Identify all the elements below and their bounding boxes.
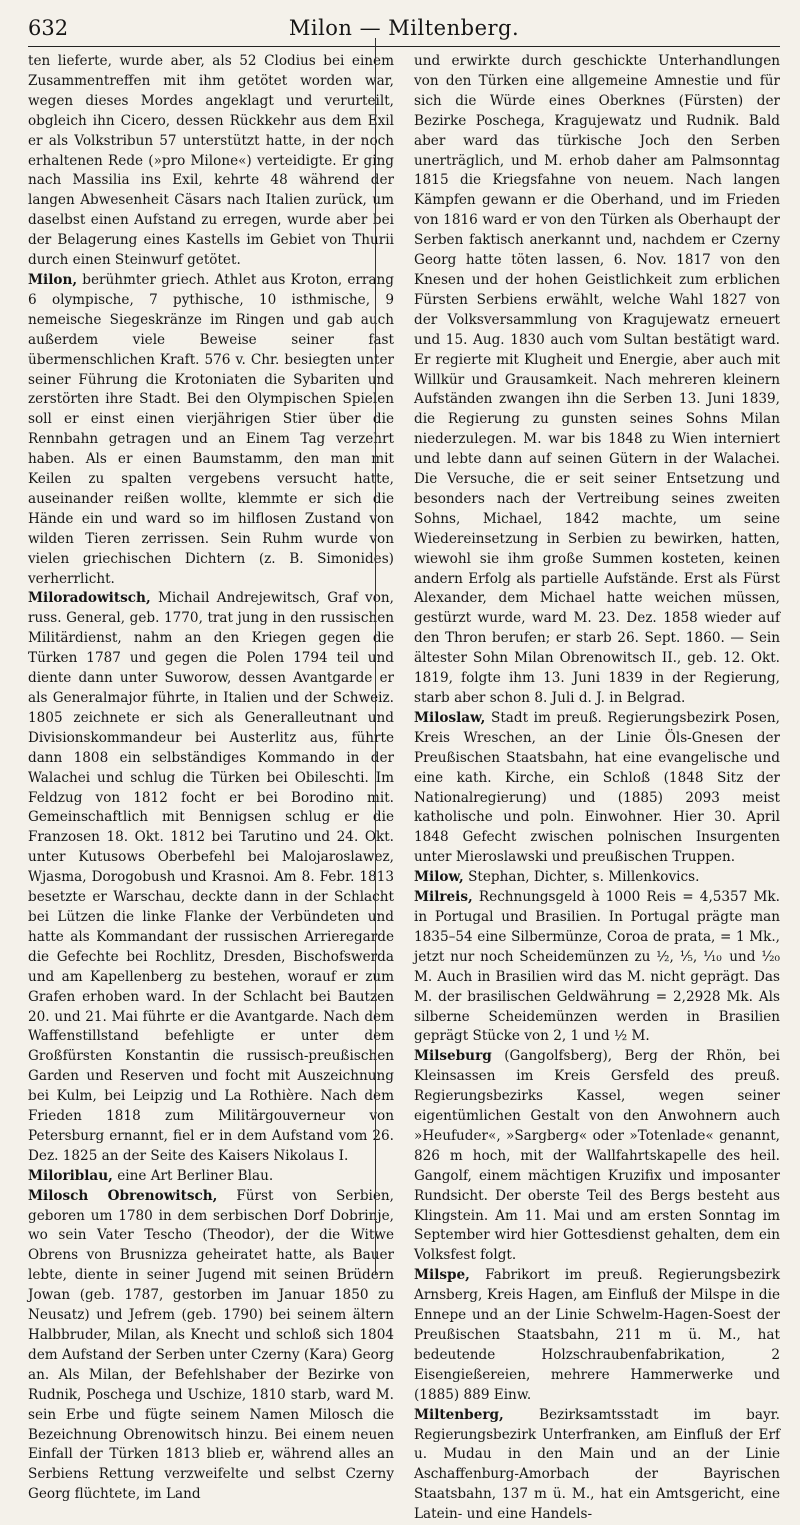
entry-text: eine Art Berliner Blau. (112, 1167, 274, 1184)
entry-headword: Milreis, (414, 889, 473, 906)
entry-text: Fürst von Serbien, geboren um 1780 in dem serbischen Dorf Dobrinje, wo sein Vater Tescho (Theodor), der die Witwe Obrens von Brusnizza geheiratet hatte, als Bauer lebte, diente in seiner Jugend mit seinen Brüdern Jowan (geb. 1787, gestorben im Januar 1850 zu Neusatz) und Jefrem (geb. 1790) bei seinem ältern Halbbruder, Milan, als Knecht und schloß sich 1804 dem Aufstand der Serben unter Czerny (Kara) Georg an. Als Milan, der Befehlshaber der Bezirke von Rudnik, Poschega und Uschize, 1810 starb, ward M. sein Erbe und fügte seinem Namen Milosch die Bezeichnung Obrenowitsch hinzu. Bei einem neuen Einfall der Türken 1813 blieb er, während alles an Serbiens Rettung verzweifelte und selbst Czerny Georg flüchtete, im Land (28, 1187, 394, 1503)
entry-text: Rechnungsgeld à 1000 Reis = 4,5357 Mk. in Portugal und Brasilien. In Portugal prägte man 1835–54 eine Silbermünze, Coroa de prata, = 1 Mk., jetzt nur noch Scheidemünzen zu ½, ⅕, ⅒ und ⅟₂₀ M. Auch in Brasilien wird das M. nicht geprägt. Das M. der brasilischen Geldwährung = 2,2928 Mk. Als silberne Scheidemünzen werden in Brasilien geprägt Stücke von 2, 1 und ½ M. (414, 889, 780, 1045)
entry-text: Bezirksamtsstadt im bayr. Regierungsbezirk Unterfranken, am Einfluß der Erf u. Mudau in den Main und an der Linie Aschaffenburg-Amorbach der Bayrischen Staatsbahn, 137 m ü. M., hat ein Amtsgericht, eine Latein- und eine Handels- (414, 1406, 780, 1523)
entry-text: Michail Andrejewitsch, Graf von, russ. General, geb. 1770, trat jung in den russischen Militärdienst, nahm an den Kriegen gegen die Türken 1787 und gegen die Polen 1794 teil und diente dann unter Suworow, dessen Avantgarde er als Generalmajor führte, in Italien und der Schweiz. 1805 zeichnete er sich als Generalleutnant und Divisionskommandeur bei Austerlitz aus, führte dann 1808 ein selbständiges Kommando in der Walachei und schlug die Türken bei Obileschti. Im Feldzug von 1812 focht er bei Borodino mit. Gemeinschaftlich mit Bennigsen schlug er die Franzosen 18. Okt. 1812 bei Tarutino und 24. Okt. unter Kutusows Oberbefehl bei Malojaroslawez, Wjasma, Dorogobush und Krasnoi. Am 8. Febr. 1813 besetzte er Warschau, deckte dann in der Schlacht bei Lützen die linke Flanke der Verbündeten und hatte als Kommandant der russischen Arrieregarde die Gefechte bei Rochlitz, Dresden, Bischofswerda und am Kapellenberg zu bestehen, worauf er zum Grafen erhoben ward. In der Schlacht bei Bautzen 20. und 21. Mai führte er die Avantgarde. Nach dem Waffenstillstand befehligte er unter dem Großfürsten Konstantin die russisch-preußischen Garden und Reserven und focht mit Auszeichnung bei Kulm, bei Leipzig und La Rothière. Nach dem Frieden 1818 zum Militärgouverneur von Petersburg ernannt, fiel er in dem Aufstand vom 26. Dez. 1825 an der Seite des Kaisers Nikolaus I. (28, 590, 394, 1164)
dictionary-entry (414, 1266, 780, 1405)
page-number: 632 (28, 16, 69, 40)
entry-headword: Milspe, (414, 1267, 470, 1284)
dictionary-entry (414, 1047, 780, 1266)
left-column (28, 52, 394, 1505)
right-column (414, 52, 780, 1525)
entry-text: berühmter griech. Athlet aus Kroton, errang 6 olympische, 7 pythische, 10 isthmische, 9 nemeische Siegeskränze im Ringen und gab auch außerdem viele Beweise seiner fast übermenschlichen Kraft. 576 v. Chr. besiegten unter seiner Führung die Krotoniaten die Sybariten und zerstörten ihre Stadt. Bei den Olympischen Spielen soll er einst einen vierjährigen Stier über die Rennbahn getragen und an Einem Tag verzehrt haben. Als er einen Baumstamm, den man mit Keilen zu spalten vergebens versucht hatte, auseinander reißen wollte, klemmte er sich die Hände ein und ward so im hilflosen Zustand von wilden Tieren zerrissen. Sein Ruhm wurde von vielen griechischen Dichtern (z. B. Simonides) verherrlicht. (28, 271, 394, 587)
dictionary-entry (28, 1187, 394, 1506)
text-columns (28, 52, 780, 1523)
entry-headword: Milosch Obrenowitsch, (28, 1187, 218, 1204)
dictionary-entry (28, 1167, 394, 1187)
entry-continuation (414, 52, 780, 709)
entry-headword: Miloradowitsch, (28, 590, 151, 607)
dictionary-entry (414, 1406, 780, 1525)
entry-headword: Miloslaw, (414, 709, 486, 726)
running-head: Milon — Miltenberg. (288, 16, 520, 40)
dictionary-entry (414, 868, 780, 888)
entry-headword: Milow, (414, 869, 464, 886)
dictionary-entry (28, 271, 394, 590)
page-header (28, 14, 780, 47)
entry-text: ten lieferte, wurde aber, als 52 Clodius bei einem Zusammentreffen mit ihm getötet worden war, wegen dieses Mordes angeklagt und verurteilt, obgleich ihn Cicero, dessen Rückkehr aus dem Exil er als Volkstribun 57 unterstützt hatte, in der noch erhaltenen Rede (»pro Milone«) verteidigte. Er ging nach Massilia ins Exil, kehrte 48 während der langen Abwesenheit Cäsars nach Italien zurück, um daselbst einen Aufstand zu erregen, wurde aber bei der Belagerung eines Kastells im Gebiet von Thurii durch einen Steinwurf getötet. (28, 53, 394, 269)
entry-text: Stadt im preuß. Regierungsbezirk Posen, Kreis Wreschen, an der Linie Öls-Gnesen der Preußischen Staatsbahn, hat eine evangelische und eine kath. Kirche, ein Schloß (1848 Sitz der Nationalregierung) und (1885) 2093 meist katholische und poln. Einwohner. Hier 30. April 1848 Gefecht zwischen polnischen Insurgenten unter Mieroslawski und preußischen Truppen. (414, 709, 780, 866)
dictionary-page (28, 14, 780, 1523)
column-divider (375, 38, 376, 1275)
entry-continuation (28, 52, 394, 271)
entry-text: Stephan, Dichter, s. Millenkovics. (463, 869, 700, 886)
entry-text: Fabrikort im preuß. Regierungsbezirk Arnsberg, Kreis Hagen, am Einfluß der Milspe in die Ennepe und an der Linie Schwelm-Hagen-Soest der Preußischen Staatsbahn, 211 m ü. M., hat bedeutende Holzschraubenfabrikation, 2 Eisengießereien, mehrere Hammerwerke und (1885) 889 Einw. (414, 1267, 780, 1403)
entry-headword: Miltenberg, (414, 1406, 504, 1423)
dictionary-entry (28, 589, 394, 1166)
entry-headword: Milon, (28, 271, 78, 288)
entry-text: (Gangolfsberg), Berg der Rhön, bei Kleinsassen im Kreis Gersfeld des preuß. Regierungsbezirks Kassel, wegen seiner eigentümlichen Gestalt von den Anwohnern auch »Heufuder«, »Sargberg« oder »Totenlade« genannt, 826 m hoch, mit der Wallfahrtskapelle des heil. Gangolf, einem mächtigen Kruzifix und imposanter Rundsicht. Der oberste Teil des Bergs besteht aus Klingstein. Am 11. Mai und am ersten Sonntag im September wird hier Gottesdienst gehalten, dem ein Volksfest folgt. (414, 1048, 780, 1264)
dictionary-entry (414, 709, 780, 868)
entry-text: und erwirkte durch geschickte Unterhandlungen von den Türken eine allgemeine Amnestie und für sich die Würde eines Oberknes (Fürsten) der Bezirke Poschega, Kragujewatz und Rudnik. Bald aber ward das türkische Joch den Serben unerträglich, und M. erhob daher am Palmsonntag 1815 die Kriegsfahne von neuem. Nach langen Kämpfen gewann er die Oberhand, und im Frieden von 1816 ward er von den Türken als Oberhaupt der Serben faktisch anerkannt und, nachdem er Czerny Georg hatte töten lassen, 6. Nov. 1817 von den Knesen und der hohen Geistlichkeit zum erblichen Fürsten Serbiens erwählt, welche Wahl 1827 von der Volksversammlung von Kragujewatz erneuert und 15. Aug. 1830 auch vom Sultan bestätigt ward. Er regierte mit Klugheit und Energie, aber auch mit Willkür und Grausamkeit. Nach mehreren kleinern Aufständen zwangen ihn die Serben 13. Juni 1839, die Regierung zu gunsten seines Sohns Milan niederzulegen. M. war bis 1848 zu Wien interniert und lebte dann auf seinen Gütern in der Walachei. Die Versuche, die er seit seiner Entsetzung und besonders nach der Vertreibung seines zweiten Sohns, Michael, 1842 machte, um seine Wiedereinsetzung in Serbien zu bewirken, hatten, wiewohl sie ihm große Summen kosteten, keinen andern Erfolg als partielle Aufstände. Erst als Fürst Alexander, dem Michael hatte weichen müssen, gestürzt wurde, ward M. 23. Dez. 1858 wieder auf den Thron berufen; er starb 26. Sept. 1860. — Sein ältester Sohn Milan Obrenowitsch II., geb. 12. Okt. 1819, folgte ihm 13. Juni 1839 in der Regierung, starb aber schon 8. Juli d. J. in Belgrad. (414, 53, 780, 706)
dictionary-entry (414, 888, 780, 1047)
entry-headword: Milseburg (414, 1048, 492, 1065)
entry-headword: Miloriblau, (28, 1167, 113, 1184)
